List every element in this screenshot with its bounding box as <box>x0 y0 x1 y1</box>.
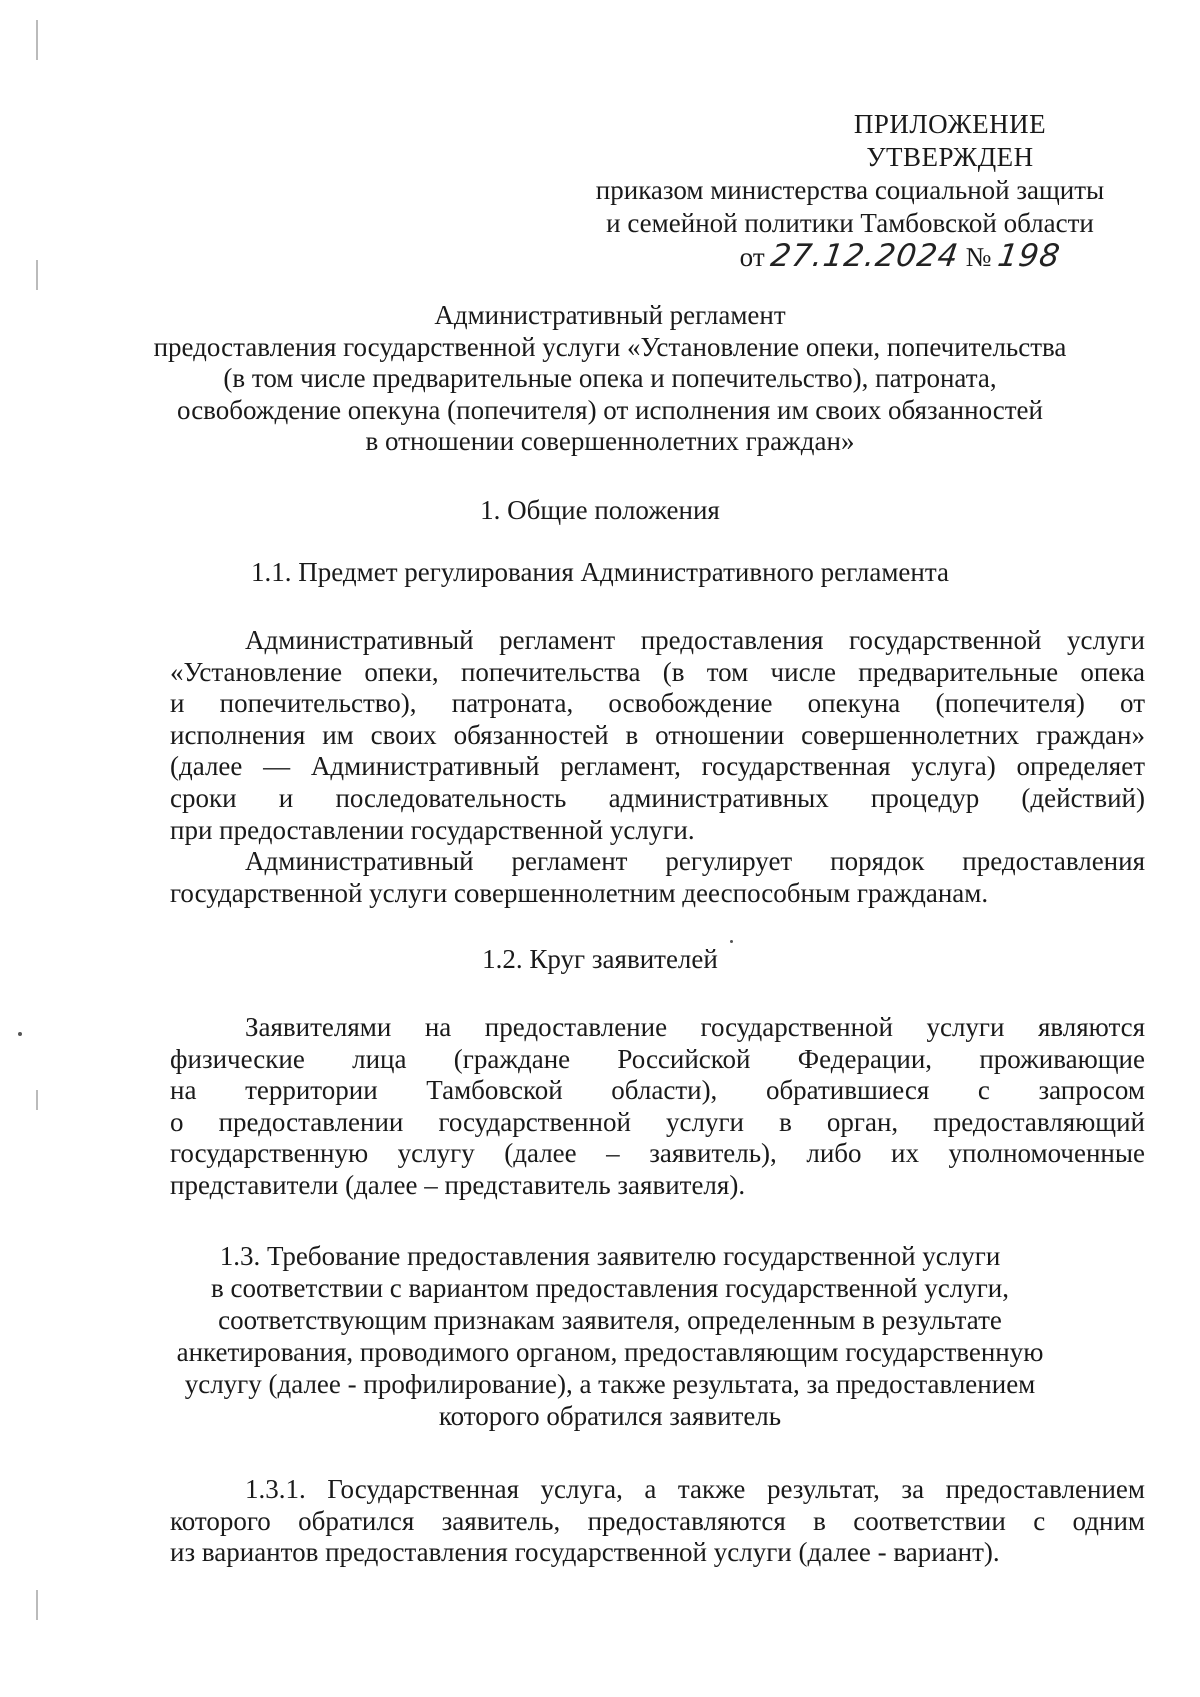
paragraph-line: исполнения им своих обязанностей в отношении совершеннолетних граждан» <box>170 719 1145 750</box>
paragraph-line: 1.3.1. Государственная услуга, а также результат, за предоставлением <box>245 1474 1145 1504</box>
scan-dot <box>18 1032 22 1036</box>
section-heading-general: 1. Общие положения <box>480 495 720 525</box>
paragraph-line: (далее — Административный регламент, государственная услуга) определяет <box>170 751 1145 782</box>
paragraph-1-1-b <box>170 846 1145 909</box>
title-line: (в том числе предварительные опека и попечительство), патроната, <box>223 363 997 393</box>
title-line: освобождение опекуна (попечителя) от исполнения им своих обязанностей <box>177 394 1043 425</box>
heading-line: 1.3. Требование предоставления заявителю государственной услуги <box>219 1241 1001 1271</box>
section-heading-1-1: 1.1. Предмет регулирования Административного регламента <box>251 557 949 587</box>
section-heading-1-2: 1.2. Круг заявителей <box>482 944 718 974</box>
order-line-1: приказом министерства социальной защиты <box>595 175 1105 205</box>
appendix-label: ПРИЛОЖЕНИЕ <box>853 109 1047 139</box>
section-heading-1-3 <box>150 1240 1070 1432</box>
paragraph-line: представители (далее – представитель заявителя). <box>170 1169 746 1200</box>
title-line: в отношении совершеннолетних граждан» <box>365 426 855 456</box>
paragraph-line: о предоставлении государственной услуги в орган, предоставляющий <box>170 1106 1145 1137</box>
scan-mark <box>36 260 38 290</box>
paragraph-line: государственной услуги совершеннолетним дееспособным гражданам. <box>170 877 989 908</box>
paragraph-line: которого обратился заявитель, предоставляются в соответствии с одним <box>170 1505 1145 1536</box>
heading-line: в соответствии с вариантом предоставления государственной услуги, <box>211 1273 1009 1303</box>
approval-block <box>560 108 1140 274</box>
paragraph-line: физические лица (граждане Российской Федерации, проживающие <box>170 1043 1145 1074</box>
title-line: предоставления государственной услуги «Установление опеки, попечительства <box>153 331 1067 362</box>
paragraph-line: «Установление опеки, попечительства (в том числе предварительные опека <box>170 656 1145 687</box>
scan-mark <box>36 20 38 60</box>
scan-mark <box>36 1590 38 1620</box>
paragraph-line: Административный регламент предоставления государственной услуги <box>245 625 1145 655</box>
heading-line: которого обратился заявитель <box>438 1401 782 1431</box>
paragraph-line: на территории Тамбовской области), обратившиеся с запросом <box>170 1075 1145 1106</box>
handwritten-date: 27.12.2024 <box>768 238 962 274</box>
heading-line: анкетирования, проводимого органом, предоставляющим государственную <box>176 1337 1044 1367</box>
heading-line: соответствующим признакам заявителя, определенным в результате <box>218 1305 1002 1335</box>
date-prefix: от <box>739 242 765 272</box>
paragraph-line: при предоставлении государственной услуги. <box>170 814 695 845</box>
paragraph-line: сроки и последовательность административных процедур (действий) <box>170 782 1145 813</box>
paragraph-line: из вариантов предоставления государственной услуги (далее - вариант). <box>170 1537 1000 1568</box>
document-title <box>150 300 1070 458</box>
number-label: № <box>965 242 992 272</box>
paragraph-line: Административный регламент регулирует порядок предоставления <box>245 846 1145 876</box>
title-line: Административный регламент <box>434 300 786 330</box>
paragraph-1-1-a <box>170 625 1145 846</box>
paragraph-1-3-1 <box>170 1474 1145 1569</box>
order-date-line <box>560 240 1140 274</box>
paragraph-line: и попечительство), патроната, освобождение опекуна (попечителя) от <box>170 688 1145 719</box>
paragraph-line: Заявителями на предоставление государственной услуги являются <box>245 1012 1145 1042</box>
paragraph-1-2 <box>170 1012 1145 1202</box>
handwritten-number: 198 <box>995 238 1063 274</box>
approved-label: УТВЕРЖДЕН <box>866 142 1034 172</box>
heading-line: услугу (далее - профилирование), а также результата, за предоставлением <box>184 1369 1036 1399</box>
paragraph-line: государственную услугу (далее – заявитель), либо их уполномоченные <box>170 1138 1145 1169</box>
scan-mark <box>36 1090 38 1110</box>
order-line-2: и семейной политики Тамбовской области <box>606 208 1094 238</box>
